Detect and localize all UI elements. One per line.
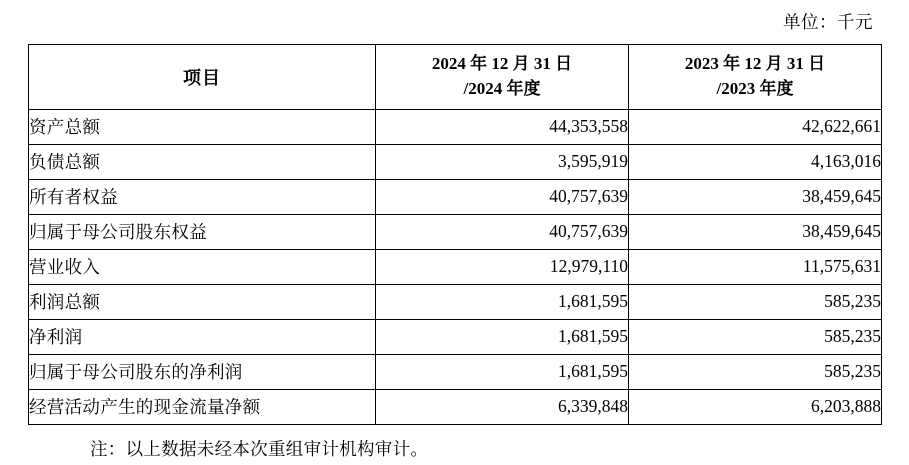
- row-value-2023: 6,203,888: [629, 389, 882, 424]
- row-label: 利润总额: [29, 284, 376, 319]
- row-value-2023: 585,235: [629, 354, 882, 389]
- row-value-2024: 1,681,595: [376, 354, 629, 389]
- financial-summary-table: [28, 44, 882, 425]
- header-2024-column: [376, 44, 629, 109]
- table-row: [29, 214, 882, 249]
- table-row: [29, 389, 882, 424]
- row-value-2023: 585,235: [629, 319, 882, 354]
- row-label: 归属于母公司股东的净利润: [29, 354, 376, 389]
- table-row: [29, 144, 882, 179]
- header-2024-line2: /2024 年度: [463, 78, 541, 98]
- row-value-2024: 1,681,595: [376, 319, 629, 354]
- table-note: 注：以上数据未经本次重组审计机构审计。: [90, 438, 429, 459]
- header-2023-column: [629, 44, 882, 109]
- row-label: 所有者权益: [29, 179, 376, 214]
- table-body: [29, 109, 882, 424]
- table-row: [29, 109, 882, 144]
- row-label: 资产总额: [29, 109, 376, 144]
- row-value-2023: 11,575,631: [629, 249, 882, 284]
- table-row: [29, 319, 882, 354]
- row-value-2024: 40,757,639: [376, 214, 629, 249]
- row-value-2023: 38,459,645: [629, 179, 882, 214]
- table-row: [29, 179, 882, 214]
- table-row: [29, 284, 882, 319]
- header-item-column: 项目: [29, 44, 376, 109]
- row-value-2024: 40,757,639: [376, 179, 629, 214]
- table-row: [29, 354, 882, 389]
- row-value-2024: 6,339,848: [376, 389, 629, 424]
- header-2023-line1: 2023 年 12 月 31 日: [684, 53, 826, 73]
- row-value-2024: 1,681,595: [376, 284, 629, 319]
- row-label: 归属于母公司股东权益: [29, 214, 376, 249]
- table-row: [29, 249, 882, 284]
- table-header-row: [29, 44, 882, 109]
- header-2023-line2: /2023 年度: [716, 78, 794, 98]
- row-value-2024: 44,353,558: [376, 109, 629, 144]
- row-value-2023: 42,622,661: [629, 109, 882, 144]
- row-label: 净利润: [29, 319, 376, 354]
- row-value-2023: 4,163,016: [629, 144, 882, 179]
- row-value-2024: 12,979,110: [376, 249, 629, 284]
- unit-label: 单位：千元: [783, 12, 873, 32]
- row-value-2023: 38,459,645: [629, 214, 882, 249]
- row-value-2024: 3,595,919: [376, 144, 629, 179]
- row-value-2023: 585,235: [629, 284, 882, 319]
- row-label: 营业收入: [29, 249, 376, 284]
- row-label: 经营活动产生的现金流量净额: [29, 389, 376, 424]
- row-label: 负债总额: [29, 144, 376, 179]
- header-2024-line1: 2024 年 12 月 31 日: [431, 53, 573, 73]
